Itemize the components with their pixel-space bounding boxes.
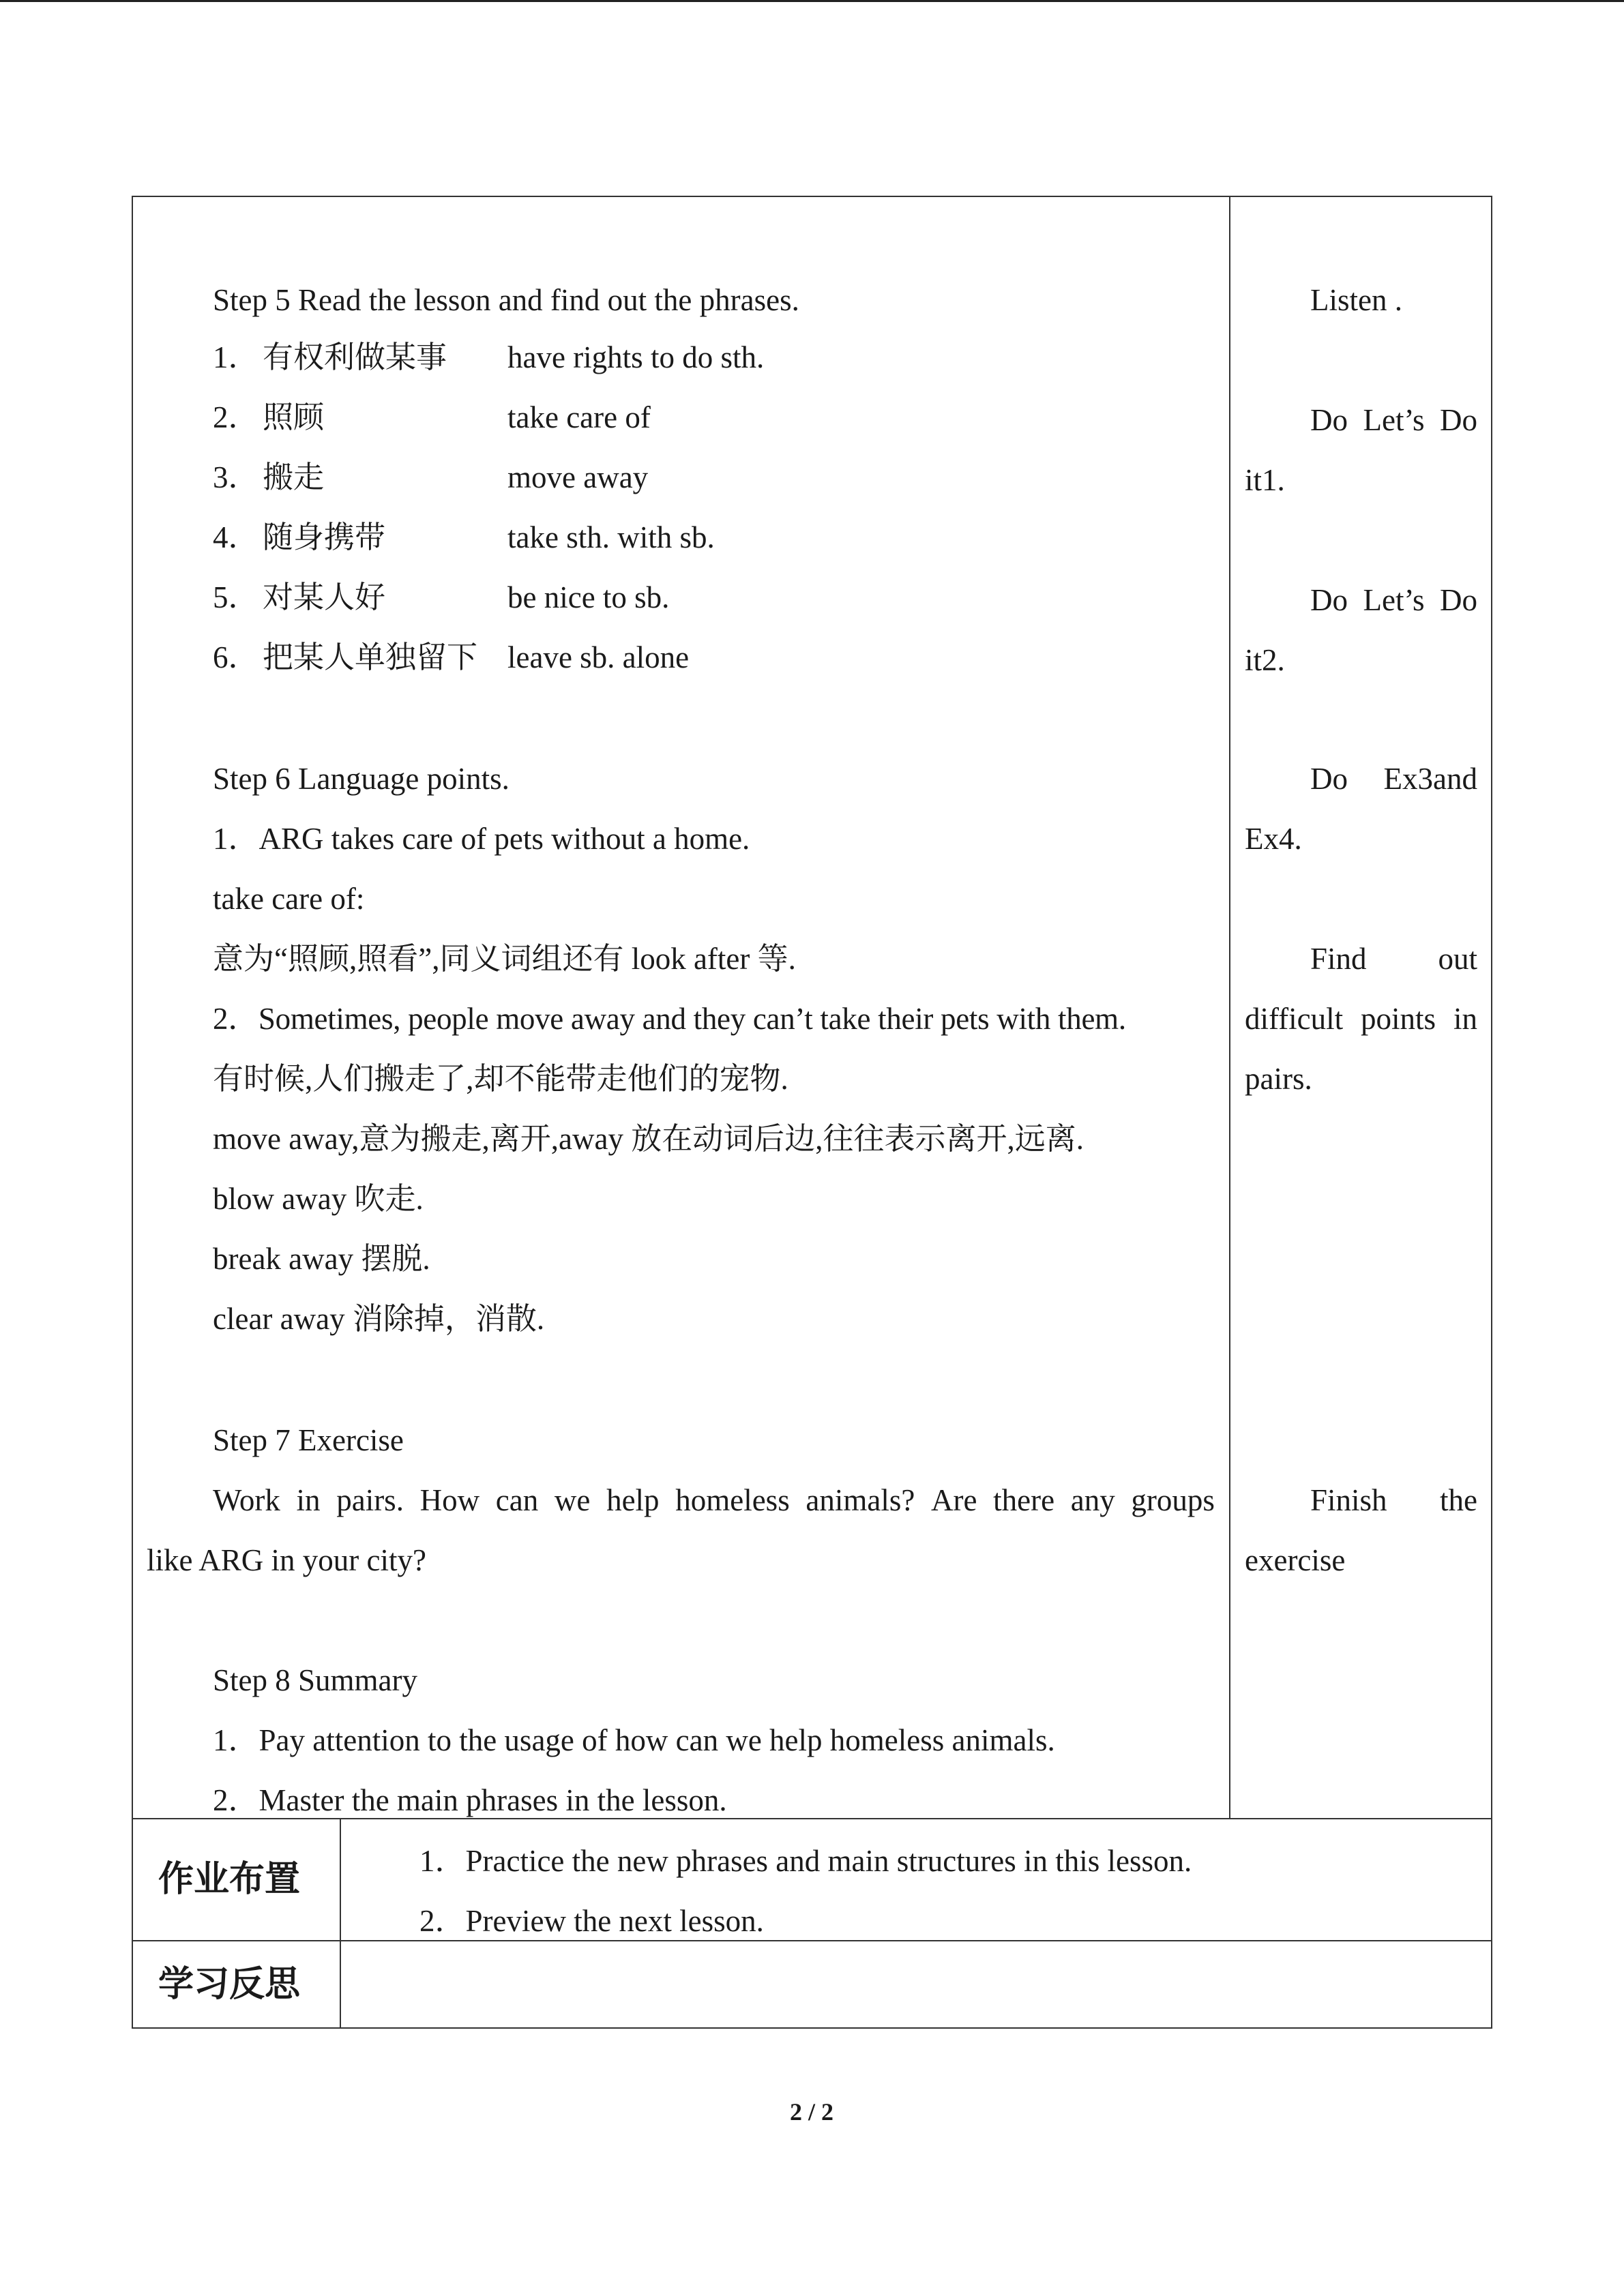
word: homeless [675,1483,790,1517]
phrase-number: 1． [213,340,259,374]
row-divider-reflection [132,1940,1492,1941]
activity-do-lets-do-1-cont: it1. [1245,463,1285,497]
phrase-english: take care of [507,400,651,434]
word: Do [1310,403,1348,437]
phrase-number: 2． [213,400,259,434]
word: groups [1131,1483,1215,1517]
summary-line: 2．Master the main phrases in the lesson. [213,1783,727,1817]
phrase-english: have rights to do sth. [507,340,765,374]
page-number: 2 / 2 [789,2098,833,2126]
phrase-number: 6． [213,640,259,674]
page-top-border [0,0,1624,2]
activity-find-points-end: pairs. [1245,1062,1312,1096]
activity-finish-exercise-cont: exercise [1245,1543,1346,1577]
phrase-english: be nice to sb. [507,580,670,614]
word: pairs. [336,1483,404,1517]
word: Let’s [1363,403,1425,437]
label-column-divider [340,1818,341,2029]
language-point-line: clear away 消除掉，消散. [213,1302,545,1336]
word: Do [1310,762,1348,796]
activity-find-points [1310,940,1477,978]
word: difficult [1245,1002,1344,1036]
word: can [495,1483,539,1517]
activity-do-exercises-cont: Ex4. [1245,822,1302,856]
language-point-line: 2．Sometimes, people move away and they can’t take their pets with them. [213,1002,1126,1036]
activity-do-lets-do-1 [1310,401,1477,439]
language-point-line: take care of: [213,882,365,916]
word: in [296,1483,321,1517]
language-point-line: blow away 吹走. [213,1182,424,1216]
phrase-english: take sth. with sb. [507,520,715,554]
step6-heading: Step 6 Language points. [213,762,510,796]
word: help [606,1483,660,1517]
word: we [554,1483,591,1517]
word: there [993,1483,1055,1517]
phrase-number: 5． [213,580,259,614]
reflection-label: 学习反思 [158,1964,301,2005]
homework-line: 1．Practice the new phrases and main structures in this lesson. [419,1844,1192,1878]
word: Do [1310,583,1348,617]
phrase-chinese: 照顾 [263,400,325,434]
phrase-chinese: 把某人单独留下 [263,640,478,674]
language-point-line: move away,意为搬走,离开,away 放在动词后边,往往表示离开,远离. [213,1122,1084,1156]
phrase-english: move away [507,460,649,494]
activity-do-lets-do-2-cont: it2. [1245,643,1285,677]
phrase-chinese: 搬走 [263,460,325,494]
activity-do-exercises [1310,760,1477,798]
word: Do [1439,403,1477,437]
activity-find-points-cont [1245,1000,1477,1038]
phrase-chinese: 对某人好 [263,580,386,614]
language-point-line: 意为“照顾,照看”,同义词组还有 look after 等. [213,942,796,976]
language-point-line: break away 摆脱. [213,1242,430,1276]
phrase-chinese: 有权利做某事 [263,340,447,374]
language-point-line: 1．ARG takes care of pets without a home. [213,822,750,856]
exercise-paragraph-line [213,1481,1215,1519]
step7-heading: Step 7 Exercise [213,1423,404,1457]
word: Finish [1310,1483,1387,1517]
step8-heading: Step 8 Summary [213,1663,417,1697]
word: any [1070,1483,1115,1517]
word: How [419,1483,480,1517]
word: Are [931,1483,977,1517]
word: Find [1310,942,1367,976]
homework-label: 作业布置 [158,1859,301,1900]
column-divider-right [1229,196,1230,1819]
word: Work [213,1483,280,1517]
word: the [1440,1483,1477,1517]
step5-heading: Step 5 Read the lesson and find out the phrases. [213,283,799,317]
phrase-english: leave sb. alone [507,640,690,674]
language-point-line: 有时候,人们搬走了,却不能带走他们的宠物. [213,1062,788,1096]
phrase-number: 3． [213,460,259,494]
activity-do-lets-do-2 [1310,581,1477,619]
exercise-paragraph-line: like ARG in your city? [147,1543,426,1577]
word: Let’s [1363,583,1425,617]
activity-listen: Listen . [1310,283,1402,317]
phrase-number: 4． [213,520,259,554]
phrase-chinese: 随身携带 [263,520,386,554]
word: Do [1439,583,1477,617]
activity-finish-exercise [1310,1481,1477,1519]
homework-line: 2．Preview the next lesson. [419,1904,764,1938]
word: points [1361,1002,1436,1036]
word: out [1438,942,1477,976]
word: animals? [806,1483,915,1517]
word: Ex3and [1383,762,1477,796]
word: in [1453,1002,1477,1036]
summary-line: 1．Pay attention to the usage of how can we help homeless animals. [213,1723,1055,1757]
